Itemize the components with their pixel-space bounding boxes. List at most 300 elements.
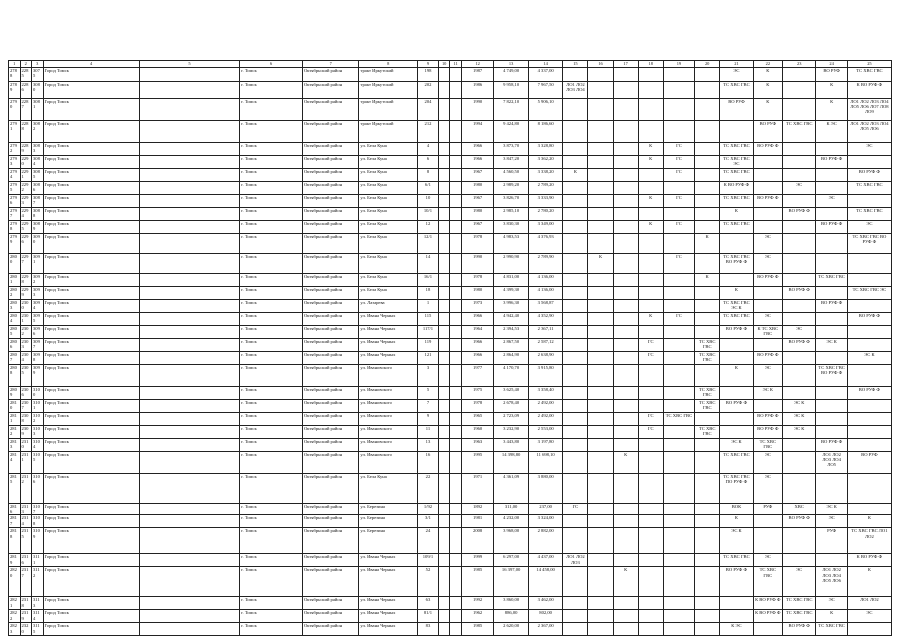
table-row (9, 182, 892, 195)
table-cell: ЭС К (753, 387, 782, 400)
table-cell (816, 313, 847, 326)
table-cell (450, 169, 462, 182)
table-cell: 3 568,87 (528, 300, 563, 313)
table-cell: ул. Ивана Черных (359, 352, 418, 365)
table-cell: ВО РУФ Ф (782, 287, 815, 300)
table-cell (782, 156, 815, 169)
table-cell (563, 121, 588, 143)
table-cell: 3 873,70 (494, 143, 529, 156)
table-cell: ВО РУФ Ф (782, 339, 815, 352)
table-cell: 3096 (32, 326, 44, 339)
table-cell: 237,00 (528, 504, 563, 515)
table-cell (695, 68, 720, 82)
table-cell: 10 (418, 195, 439, 208)
table-cell (847, 365, 891, 387)
table-cell (438, 623, 450, 636)
table-cell: 18 (418, 287, 439, 300)
table-cell: ТС ХВС ГВС (847, 182, 891, 195)
table-cell: ЭС (847, 143, 891, 156)
table-cell: 1992 (461, 597, 493, 610)
table-cell: 1892 (461, 504, 493, 515)
table-cell: ЭС (753, 452, 782, 474)
table-cell: 4 831,00 (494, 274, 529, 287)
table-cell: ул. Ивановского (359, 400, 418, 413)
table-cell: К ЭС (720, 623, 753, 636)
table-cell: Октябрьский район (302, 352, 358, 365)
table-cell (588, 121, 613, 143)
table-cell: К (720, 515, 753, 528)
table-cell: ЭС (753, 234, 782, 254)
table-cell (638, 515, 663, 528)
table-cell: ул. Бела Куна (359, 182, 418, 195)
table-cell: 3 333,90 (528, 195, 563, 208)
table-cell: 14 (418, 254, 439, 274)
table-cell: 81/1 (418, 610, 439, 623)
table-cell: К (753, 99, 782, 121)
table-cell: ТС ХВС ГВС ЛО1 ЛО2 (847, 528, 891, 554)
table-cell: Город Томск (43, 82, 139, 99)
table-cell: 1990 (461, 99, 493, 121)
table-cell: Октябрьский район (302, 68, 358, 82)
table-cell (720, 426, 753, 439)
table-cell (695, 597, 720, 610)
table-cell: ул. Ивана Черных (359, 597, 418, 610)
table-cell (695, 567, 720, 597)
table-cell: ул. Ивана Черных (359, 339, 418, 352)
table-cell: Город Томск (43, 254, 139, 274)
table-cell: ТС ХВС ГВС ЭС (720, 156, 753, 169)
table-cell: 2 587,12 (528, 339, 563, 352)
table-cell: тракт Иркутский (359, 82, 418, 99)
table-cell: Город Томск (43, 528, 139, 554)
table-cell (816, 474, 847, 504)
table-cell: 2290 (20, 156, 32, 169)
table-cell (438, 300, 450, 313)
table-cell: ЭС К (782, 400, 815, 413)
table-cell (782, 82, 815, 99)
table-cell: 3 324,00 (528, 515, 563, 528)
table-cell: 202 (418, 82, 439, 99)
column-number-cell: 14 (528, 61, 563, 68)
table-cell (588, 339, 613, 352)
table-cell (663, 439, 694, 452)
table-cell: К (720, 208, 753, 221)
table-cell: ТС ХВС ГВС (695, 352, 720, 365)
table-cell: ТС ХВС ГВС (695, 426, 720, 439)
table-cell (450, 365, 462, 387)
table-cell: Октябрьский район (302, 143, 358, 156)
table-cell: Октябрьский район (302, 313, 358, 326)
table-row (9, 365, 892, 387)
table-cell: 1963 (461, 439, 493, 452)
table-cell: 4 136,00 (528, 274, 563, 287)
table-cell (638, 300, 663, 313)
table-cell (638, 365, 663, 387)
table-cell: ул. Бела Куна (359, 287, 418, 300)
table-cell (438, 339, 450, 352)
table-cell: К (695, 274, 720, 287)
table-cell: 2793 (9, 156, 21, 169)
table-cell (438, 597, 450, 610)
table-cell (695, 452, 720, 474)
table-cell (563, 452, 588, 474)
table-cell: ЭС (816, 195, 847, 208)
table-cell: 2319 (20, 610, 32, 623)
table-cell: ВО РУФ Ф (782, 515, 815, 528)
table-cell (438, 554, 450, 567)
table-cell: 3100 (32, 387, 44, 400)
table-cell: 2317 (20, 567, 32, 597)
table-cell: Город Томск (43, 169, 139, 182)
table-cell: 2817 (9, 515, 21, 528)
table-cell: г. Томск (240, 326, 303, 339)
table-cell: 2791 (9, 121, 21, 143)
table-cell (816, 426, 847, 439)
table-cell (438, 143, 450, 156)
table-cell: 2295 (20, 221, 32, 234)
table-cell: 3083 (32, 143, 44, 156)
table-cell: ул. Бела Куна (359, 221, 418, 234)
table-cell: 2818 (9, 528, 21, 554)
table-cell: ТС ХВС ГВС (720, 554, 753, 567)
table-cell (847, 413, 891, 426)
table-cell (563, 597, 588, 610)
table-cell (816, 352, 847, 365)
table-cell (638, 274, 663, 287)
table-cell: ТС ХВС ГВС (720, 195, 753, 208)
column-number-cell: 1 (9, 61, 21, 68)
table-cell: 3 847,20 (494, 156, 529, 169)
table-cell (782, 234, 815, 254)
table-cell (663, 567, 694, 597)
table-cell: 3075 (32, 68, 44, 82)
table-cell (563, 234, 588, 254)
table-cell: 2805 (9, 326, 21, 339)
table-cell: Город Томск (43, 597, 139, 610)
table-cell: 2315 (20, 528, 32, 554)
table-cell: ул. Ивана Черных (359, 554, 418, 567)
column-number-cell: 2 (20, 61, 32, 68)
table-cell (588, 528, 613, 554)
table-cell: 4 (418, 143, 439, 156)
column-number-cell: 12 (461, 61, 493, 68)
table-cell: Октябрьский район (302, 567, 358, 597)
table-cell: К (638, 143, 663, 156)
table-cell (753, 528, 782, 554)
table-cell: 2305 (20, 365, 32, 387)
table-cell: 2301 (20, 313, 32, 326)
table-cell: 2 492,00 (528, 400, 563, 413)
table-cell (613, 156, 638, 169)
table-cell (613, 439, 638, 452)
table-cell: ТС ХВС ГВС (753, 439, 782, 452)
table-cell: 2812 (9, 426, 21, 439)
table-cell: 2288 (20, 121, 32, 143)
table-cell: 2794 (9, 169, 21, 182)
table-cell: 119 (418, 339, 439, 352)
table-cell (816, 413, 847, 426)
table-cell: К (613, 452, 638, 474)
table-cell: Город Томск (43, 400, 139, 413)
table-cell (695, 182, 720, 195)
table-cell: г. Томск (240, 610, 303, 623)
table-cell (450, 515, 462, 528)
table-cell: 2 638,90 (528, 352, 563, 365)
table-cell (695, 82, 720, 99)
table-cell: Город Томск (43, 474, 139, 504)
table-cell (847, 623, 891, 636)
table-cell (563, 413, 588, 426)
table-cell (139, 528, 239, 554)
table-cell: 2 780,20 (528, 208, 563, 221)
table-cell: 2 492,00 (528, 413, 563, 426)
table-cell (695, 300, 720, 313)
table-cell: г. Томск (240, 426, 303, 439)
table-cell (450, 387, 462, 400)
table-cell (139, 504, 239, 515)
table-cell: ГС (563, 504, 588, 515)
table-cell: ТС ХВС ГВС (782, 121, 815, 143)
table-cell (753, 515, 782, 528)
table-cell: 2289 (20, 143, 32, 156)
table-cell: 1966 (461, 339, 493, 352)
table-cell: Город Томск (43, 567, 139, 597)
table-cell (663, 182, 694, 195)
table-cell: 3 362,20 (528, 156, 563, 169)
table-cell (588, 68, 613, 82)
table-cell (695, 365, 720, 387)
table-cell: 1 (418, 300, 439, 313)
table-cell (438, 182, 450, 195)
table-cell: 9 (418, 413, 439, 426)
table-cell: 2 789,20 (528, 182, 563, 195)
table-cell: 2286 (20, 82, 32, 99)
table-cell (638, 326, 663, 339)
table-cell: ул. Бела Куна (359, 208, 418, 221)
table-cell: ЭС (753, 554, 782, 567)
table-cell: ул. Ивановского (359, 387, 418, 400)
table-cell: ХВС (782, 504, 815, 515)
table-cell (695, 121, 720, 143)
table-cell (663, 597, 694, 610)
table-cell (613, 339, 638, 352)
table-cell: 8 (418, 169, 439, 182)
table-cell (450, 143, 462, 156)
table-cell (613, 300, 638, 313)
table-cell: 2 620,00 (494, 623, 529, 636)
table-cell (139, 156, 239, 169)
table-cell (663, 208, 694, 221)
table-cell (588, 326, 613, 339)
table-cell (663, 234, 694, 254)
table-cell (638, 287, 663, 300)
table-cell: ВО РУФ Ф (847, 169, 891, 182)
table-cell: г. Томск (240, 143, 303, 156)
table-cell (563, 221, 588, 234)
table-cell: Город Томск (43, 99, 139, 121)
table-cell: ТС ХВС ГВС (720, 221, 753, 234)
table-cell (816, 387, 847, 400)
table-cell (638, 623, 663, 636)
table-cell: Город Томск (43, 195, 139, 208)
table-cell (139, 208, 239, 221)
table-cell: 3 358,40 (528, 387, 563, 400)
table-cell: ЛО1 ЛО2 ЛО3 ЛО4 ЛО5 (816, 452, 847, 474)
table-row (9, 567, 892, 597)
table-cell (438, 567, 450, 597)
table-cell: 1962 (461, 610, 493, 623)
table-cell (663, 623, 694, 636)
table-cell (613, 313, 638, 326)
table-cell: Город Томск (43, 339, 139, 352)
table-cell (782, 452, 815, 474)
table-cell (438, 234, 450, 254)
table-cell (563, 313, 588, 326)
table-cell (847, 339, 891, 352)
table-cell: К (816, 99, 847, 121)
table-cell (753, 300, 782, 313)
table-cell: 3101 (32, 400, 44, 413)
table-cell (613, 474, 638, 504)
table-cell: 117/1 (418, 326, 439, 339)
table-cell: ул. Бела Куна (359, 156, 418, 169)
table-cell: 2804 (9, 313, 21, 326)
table-cell (663, 352, 694, 365)
table-cell (588, 208, 613, 221)
table-cell: 2 882,00 (528, 528, 563, 554)
table-cell: К (563, 169, 588, 182)
table-cell (139, 339, 239, 352)
column-number-cell: 24 (816, 61, 847, 68)
table-cell: 2811 (9, 413, 21, 426)
table-cell (695, 610, 720, 623)
table-cell (438, 413, 450, 426)
column-number-cell: 20 (695, 61, 720, 68)
table-cell: 2815 (9, 474, 21, 504)
table-cell: ТС ХВС ГВС (695, 339, 720, 352)
table-cell: ТС ХВС ГВС (782, 597, 815, 610)
table-cell (450, 528, 462, 554)
table-cell: ул. Ивановского (359, 439, 418, 452)
table-cell (438, 387, 450, 400)
table-cell (139, 452, 239, 474)
table-cell: 3086 (32, 182, 44, 195)
table-cell: ВО РУФ (720, 99, 753, 121)
table-cell: 2796 (9, 195, 21, 208)
table-row (9, 610, 892, 623)
table-cell: Город Томск (43, 121, 139, 143)
table-cell (638, 567, 663, 597)
table-cell: 3088 (32, 208, 44, 221)
table-row (9, 234, 892, 254)
table-cell: 1960 (461, 426, 493, 439)
table-cell: г. Томск (240, 352, 303, 365)
table-row (9, 515, 892, 528)
table-cell: К (816, 82, 847, 99)
table-cell (613, 234, 638, 254)
table-cell (563, 326, 588, 339)
table-cell: ЭС (753, 254, 782, 274)
table-cell: 2306 (20, 387, 32, 400)
table-cell: К ВО РУФ Ф (753, 597, 782, 610)
table-cell: Октябрьский район (302, 554, 358, 567)
table-cell (438, 82, 450, 99)
table-cell (695, 313, 720, 326)
table-cell: тракт Иркутский (359, 68, 418, 82)
table-cell (847, 254, 891, 274)
table-cell: 83 (418, 623, 439, 636)
table-cell: ул. Березина (359, 515, 418, 528)
table-cell: 2311 (20, 452, 32, 474)
table-cell (450, 597, 462, 610)
table-cell (782, 387, 815, 400)
table-cell: К ВО РУФ Ф (847, 82, 891, 99)
table-cell: ТС ХВС ГВС (695, 387, 720, 400)
table-cell: 3104 (32, 439, 44, 452)
table-cell (438, 352, 450, 365)
table-cell: Октябрьский район (302, 254, 358, 274)
table-cell: 2822 (9, 610, 21, 623)
table-cell: г. Томск (240, 623, 303, 636)
table-cell (638, 254, 663, 274)
table-cell: 3 968,00 (494, 528, 529, 554)
table-row (9, 254, 892, 274)
column-number-cell: 10 (438, 61, 450, 68)
table-cell (588, 365, 613, 387)
table-cell: 2806 (9, 339, 21, 352)
table-cell (139, 597, 239, 610)
table-cell: ТС ХВС ГВС (720, 169, 753, 182)
table-cell (563, 400, 588, 413)
table-cell: К (847, 515, 891, 528)
table-cell: К (638, 221, 663, 234)
table-cell: ТС ХВС ГВС ВО РУФ Ф (720, 254, 753, 274)
table-cell: К (720, 365, 753, 387)
table-cell: 2309 (20, 426, 32, 439)
table-cell (663, 610, 694, 623)
table-cell: 4 136,00 (528, 287, 563, 300)
table-row (9, 439, 892, 452)
table-cell: 2308 (20, 413, 32, 426)
table-cell (139, 99, 239, 121)
table-cell (139, 82, 239, 99)
table-cell (450, 300, 462, 313)
table-cell: ЭС К (816, 339, 847, 352)
table-cell: ВОК (720, 504, 753, 515)
table-cell (450, 68, 462, 82)
table-cell: ТС ХВС ГВС ЭС (847, 287, 891, 300)
table-cell (638, 169, 663, 182)
table-cell: Город Томск (43, 413, 139, 426)
table-cell (638, 387, 663, 400)
table-cell: 212 (418, 121, 439, 143)
table-cell: 2821 (9, 597, 21, 610)
table-cell: 1978 (461, 274, 493, 287)
table-cell (695, 413, 720, 426)
table-cell: 3 860,00 (494, 597, 529, 610)
table-cell (450, 208, 462, 221)
table-cell (450, 121, 462, 143)
table-cell (638, 504, 663, 515)
table-cell (588, 610, 613, 623)
table-cell: 1965 (461, 413, 493, 426)
table-cell: 4 942,40 (494, 313, 529, 326)
table-cell (450, 610, 462, 623)
table-cell (613, 326, 638, 339)
table-cell (720, 121, 753, 143)
table-cell (613, 143, 638, 156)
table-cell (438, 121, 450, 143)
